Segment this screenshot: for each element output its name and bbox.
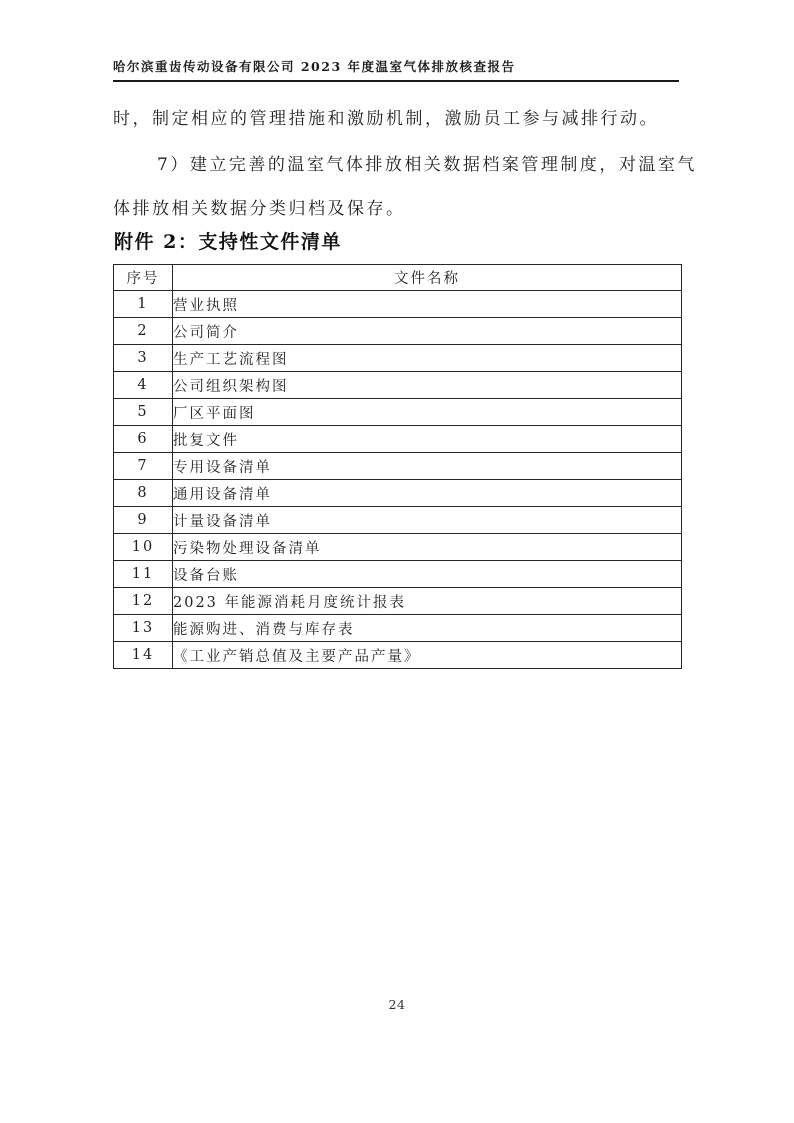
row-filename: 设备台账 bbox=[173, 561, 682, 588]
running-header: 哈尔滨重齿传动设备有限公司 2023 年度温室气体排放核查报告 bbox=[113, 57, 679, 82]
table-row bbox=[114, 588, 682, 615]
row-filename: 营业执照 bbox=[173, 291, 682, 318]
row-filename: 污染物处理设备清单 bbox=[173, 534, 682, 561]
table-row bbox=[114, 507, 682, 534]
table-row bbox=[114, 453, 682, 480]
table-body bbox=[114, 291, 682, 669]
table-row bbox=[114, 291, 682, 318]
row-index: 9 bbox=[114, 507, 173, 534]
row-index: 11 bbox=[114, 561, 173, 588]
table-row bbox=[114, 534, 682, 561]
table-row bbox=[114, 615, 682, 642]
table-row bbox=[114, 318, 682, 345]
row-index: 10 bbox=[114, 534, 173, 561]
row-filename: 公司简介 bbox=[173, 318, 682, 345]
row-filename: 专用设备清单 bbox=[173, 453, 682, 480]
table-row bbox=[114, 399, 682, 426]
attachment-heading: 附件 2：支持性文件清单 bbox=[114, 231, 342, 253]
column-header-index: 序号 bbox=[114, 265, 173, 291]
row-filename: 能源购进、消费与库存表 bbox=[173, 615, 682, 642]
row-filename: 生产工艺流程图 bbox=[173, 345, 682, 372]
row-index: 3 bbox=[114, 345, 173, 372]
row-index: 4 bbox=[114, 372, 173, 399]
column-header-filename: 文件名称 bbox=[173, 265, 682, 291]
row-filename: 2023 年能源消耗月度统计报表 bbox=[173, 588, 682, 615]
row-index: 2 bbox=[114, 318, 173, 345]
paragraph-line-2: 7）建立完善的温室气体排放相关数据档案管理制度，对温室气 bbox=[157, 155, 697, 175]
supporting-documents-table bbox=[113, 264, 682, 669]
page-number: 24 bbox=[388, 997, 406, 1012]
row-filename: 公司组织架构图 bbox=[173, 372, 682, 399]
table-row bbox=[114, 480, 682, 507]
row-index: 7 bbox=[114, 453, 173, 480]
paragraph-line-3: 体排放相关数据分类归档及保存。 bbox=[113, 199, 406, 219]
row-index: 13 bbox=[114, 615, 173, 642]
row-index: 5 bbox=[114, 399, 173, 426]
table-row bbox=[114, 642, 682, 669]
table-row bbox=[114, 426, 682, 453]
row-index: 14 bbox=[114, 642, 173, 669]
row-filename: 厂区平面图 bbox=[173, 399, 682, 426]
table-row bbox=[114, 345, 682, 372]
row-filename: 计量设备清单 bbox=[173, 507, 682, 534]
row-filename: 《工业产销总值及主要产品产量》 bbox=[173, 642, 682, 669]
row-index: 12 bbox=[114, 588, 173, 615]
table-row bbox=[114, 372, 682, 399]
paragraph-line-1: 时，制定相应的管理措施和激励机制，激励员工参与减排行动。 bbox=[113, 109, 659, 129]
table-row bbox=[114, 561, 682, 588]
row-filename: 批复文件 bbox=[173, 426, 682, 453]
row-index: 8 bbox=[114, 480, 173, 507]
row-index: 1 bbox=[114, 291, 173, 318]
row-filename: 通用设备清单 bbox=[173, 480, 682, 507]
table-header-row bbox=[114, 265, 682, 291]
row-index: 6 bbox=[114, 426, 173, 453]
